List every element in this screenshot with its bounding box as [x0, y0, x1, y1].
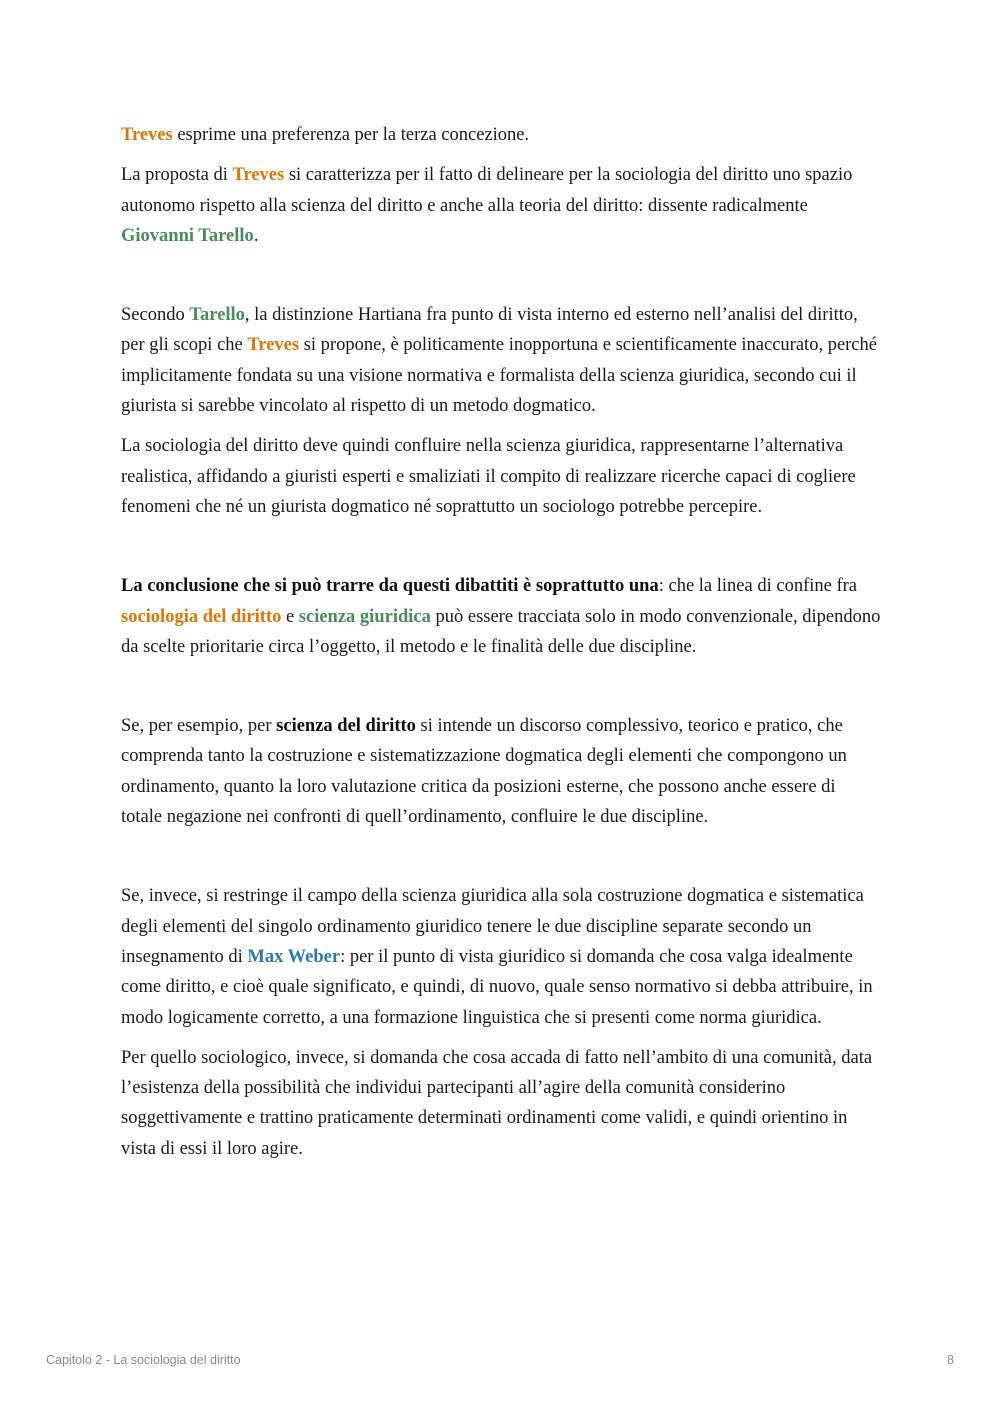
- footer-chapter-title: Capitolo 2 - La sociologia del diritto: [46, 1353, 241, 1367]
- paragraph-7: [121, 881, 881, 1032]
- conclusion-heading: La conclusione che si può trarre da questi dibattiti è soprattutto una: [121, 576, 659, 597]
- text: Se, per esempio, per: [121, 716, 277, 737]
- page-content: [121, 120, 881, 1164]
- paragraph-4: [121, 431, 881, 522]
- paragraph-6: [121, 711, 881, 832]
- term-scienza-del-diritto: scienza del diritto: [276, 716, 416, 737]
- text: può essere tracciata solo in modo convenzionale, dipendono da scelte prioritarie circa l’oggetto, il metodo e le finalità delle due discipline.: [121, 606, 881, 657]
- text: : per il punto di vista giuridico si domanda che cosa valga idealmente come diritto, e cioè quale significato, e quindi, di nuovo, quale senso normativo si debba attribuire, in modo logicamente corretto, a una formazione linguistica che si presenti come norma giuridica.: [121, 946, 873, 1028]
- term-scienza-giuridica: scienza giuridica: [298, 606, 431, 627]
- term-sociologia-del-diritto: sociologia del diritto: [121, 606, 282, 627]
- paragraph-2: [121, 160, 881, 251]
- text: Se, invece, si restringe il campo della scienza giuridica alla sola costruzione dogmatica e sistematica degli elementi del singolo ordinamento giuridico tenere le due discipline separate secondo un insegnamento di: [121, 886, 864, 967]
- paragraph-8: [121, 1043, 881, 1164]
- text: La proposta di: [121, 165, 233, 186]
- footer-page-number: 8: [947, 1353, 954, 1367]
- text: si propone, è politicamente inopportuna e scientificamente inaccurato, perché implicitamente fondata su una visione normativa e formalista della scienza giuridica, secondo cui il giurista si sarebbe vincolato al rispetto di un metodo dogmatico.: [121, 335, 877, 417]
- text: , la distinzione Hartiana fra punto di vista interno ed esterno nell’analisi del diritto, per gli scopi che: [121, 305, 858, 356]
- text: Per quello sociologico, invece, si domanda che cosa accada di fatto nell’ambito di una comunità, data l’esistenza della possibilità che individui partecipanti all’agire della comunità considerino soggettivamente e trattino praticamente determinati ordinamenti come validi, e quindi orientino in vista di essi il loro agire.: [121, 1047, 873, 1159]
- paragraph-5: [121, 571, 881, 662]
- paragraph-3: [121, 300, 881, 421]
- name-giovanni-tarello: Giovanni Tarello: [121, 225, 254, 246]
- text: Secondo: [121, 305, 190, 326]
- paragraph-1: [121, 120, 881, 150]
- text: si intende un discorso complessivo, teorico e pratico, che comprenda tanto la costruzione e sistematizzazione dogmatica degli elementi che compongono un ordinamento, quanto la loro valutazione critica da posizioni esterne, che possono anche essere di totale negazione nei confronti di quell’ordinamento, confluire le due discipline.: [121, 716, 847, 828]
- name-tarello: Tarello: [189, 305, 245, 326]
- name-max-weber: Max Weber: [247, 946, 341, 967]
- text: .: [253, 225, 259, 246]
- name-treves: Treves: [232, 165, 285, 186]
- text: : che la linea di confine fra: [658, 576, 857, 597]
- name-treves: Treves: [247, 335, 300, 356]
- text: La sociologia del diritto deve quindi confluire nella scienza giuridica, rappresentarne l’alternativa realistica, affidando a giuristi esperti e smaliziati il compito di realizzare ricerche capaci di cogliere fenomeni che né un giurista dogmatico né soprattutto un sociologo potrebbe percepire.: [121, 436, 856, 517]
- text: si caratterizza per il fatto di delineare per la sociologia del diritto uno spazio autonomo rispetto alla scienza del diritto e anche alla teoria del diritto: dissente radicalmente: [121, 165, 853, 216]
- text: esprime una preferenza per la terza concezione.: [172, 125, 530, 145]
- name-treves: Treves: [121, 125, 173, 145]
- text: e: [281, 606, 299, 627]
